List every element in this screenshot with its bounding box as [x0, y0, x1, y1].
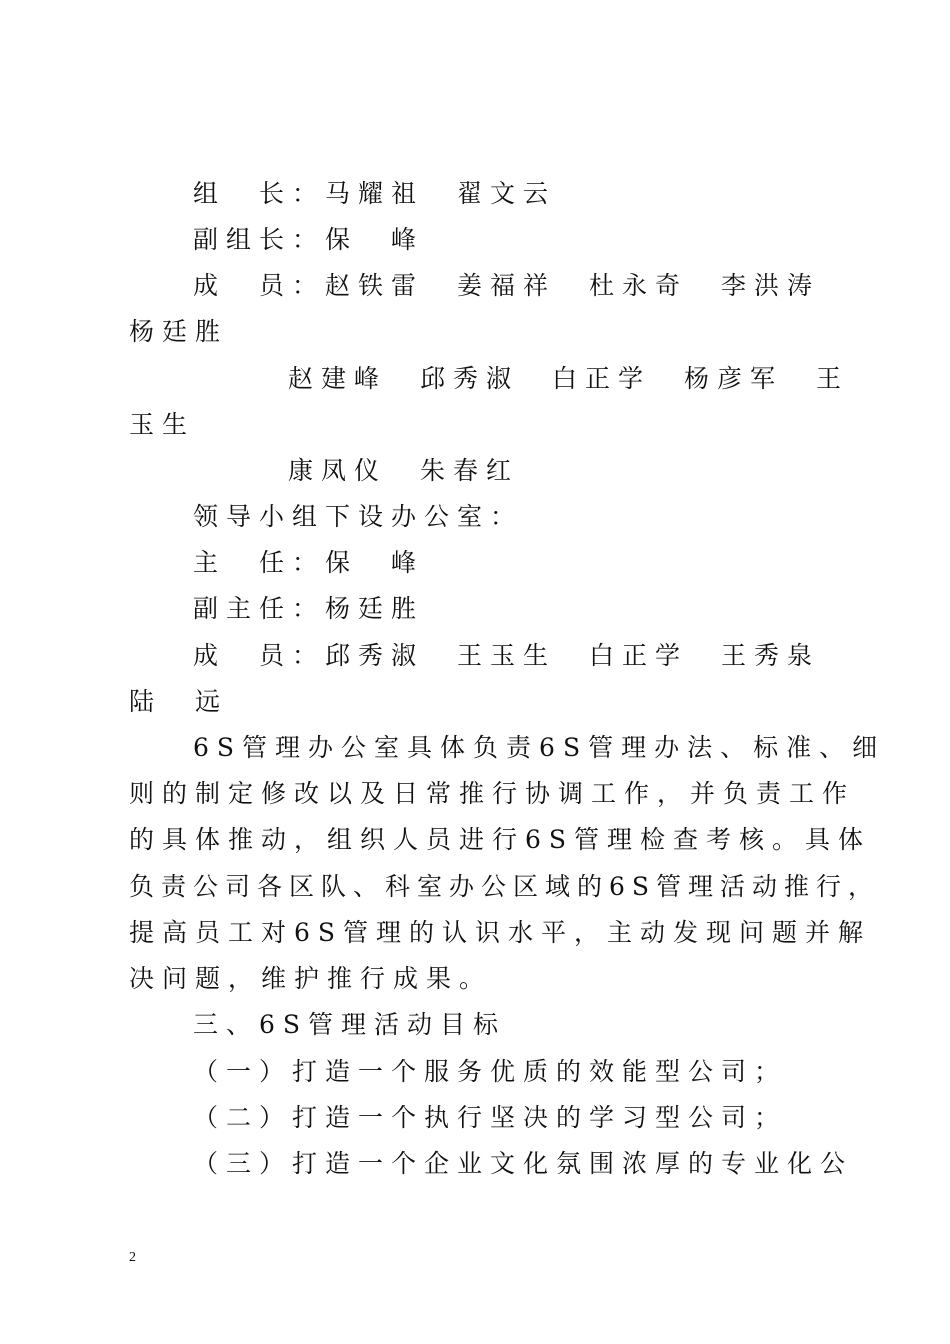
text-line-office-intro: 领导小组下设办公室：: [193, 502, 524, 531]
paragraph-line: 决问题，维护推行成果。: [129, 964, 493, 993]
text-line-members-2: 赵建峰 邱秀淑 白正学 杨彦军 王: [288, 364, 850, 393]
paragraph-line: 则的制定修改以及日常推行协调工作，并负责工作: [129, 779, 856, 808]
text-line-team-leader: 组 长：马耀祖 翟文云: [193, 179, 557, 208]
page-number: 2: [129, 1250, 136, 1265]
section-heading: 三、6S管理活动目标: [193, 1010, 507, 1039]
list-item: （二）打造一个执行坚决的学习型公司；: [193, 1103, 788, 1132]
text-line-members-1: 成 员：赵铁雷 姜福祥 杜永奇 李洪涛: [193, 271, 821, 300]
paragraph-line: 的具体推动，组织人员进行6S管理检查考核。具体: [129, 825, 872, 854]
text-line-office-members-cont: 陆 远: [129, 687, 229, 716]
paragraph-line: 提高员工对6S管理的认识水平，主动发现问题并解: [129, 918, 872, 947]
list-item: （一）打造一个服务优质的效能型公司；: [193, 1057, 788, 1086]
text-line-office-deputy: 副主任：杨廷胜: [193, 594, 425, 623]
list-item: （三）打造一个企业文化氛围浓厚的专业化公: [193, 1149, 854, 1178]
paragraph-line: 6S管理办公室具体负责6S管理办法、标准、细: [193, 733, 886, 762]
paragraph-line: 负责公司各区队、科室办公区域的6S管理活动推行，: [129, 872, 881, 901]
text-line-members-3: 康凤仪 朱春红: [288, 456, 520, 485]
text-line-office-director: 主 任：保 峰: [193, 548, 425, 577]
text-line-members-1-cont: 杨廷胜: [129, 317, 229, 346]
text-line-members-2-cont: 玉生: [129, 410, 196, 439]
text-line-deputy-leader: 副组长：保 峰: [193, 225, 425, 254]
text-line-office-members: 成 员：邱秀淑 王玉生 白正学 王秀泉: [193, 641, 821, 670]
